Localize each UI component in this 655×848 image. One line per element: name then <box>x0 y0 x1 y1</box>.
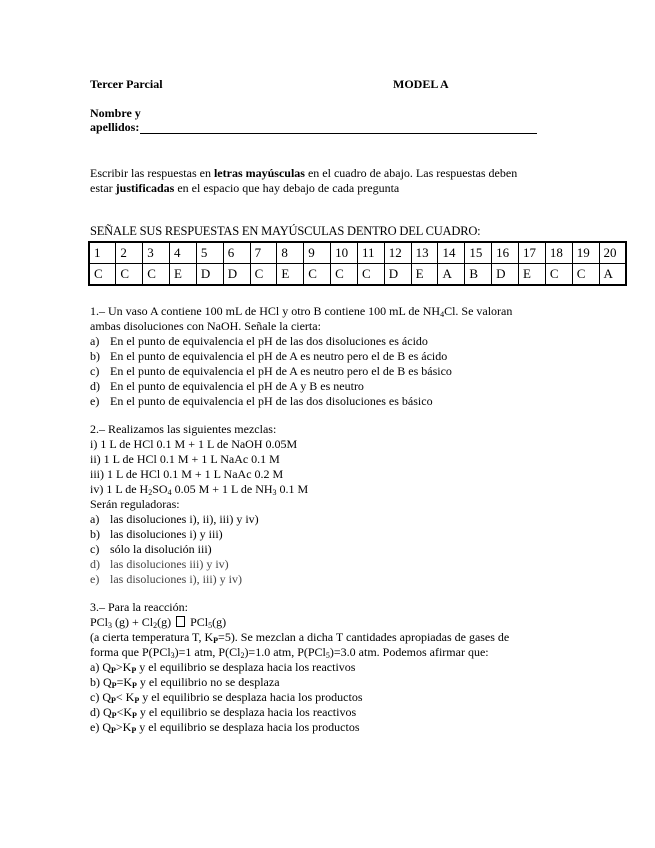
answer-option: d) $Q_P<K_P$ y el equilibrio se desplaza hacia los reactivos <box>90 705 357 720</box>
question-number-cell: 13 <box>411 242 438 264</box>
answer-option: a) $Q_P>K_P$ y el equilibrio se desplaza hacia los reactivos <box>90 660 356 675</box>
answer-cell[interactable]: D <box>196 264 223 286</box>
answer-cell[interactable]: C <box>304 264 331 286</box>
question-number-cell: 11 <box>357 242 384 264</box>
answer-cell[interactable]: C <box>89 264 116 286</box>
answer-option: d) En el punto de equivalencia el pH de A y B es neutro <box>90 379 364 393</box>
question-number-cell: 8 <box>277 242 304 264</box>
answer-cell[interactable]: E <box>277 264 304 286</box>
question-number-cell: 12 <box>384 242 411 264</box>
answer-cell[interactable]: A <box>599 264 626 286</box>
name-underline <box>140 121 537 134</box>
exam-title: Tercer Parcial <box>90 77 163 91</box>
answer-cell[interactable]: C <box>116 264 143 286</box>
equilibrium-arrow-icon <box>176 616 185 627</box>
surname-label: apellidos: <box>90 120 140 134</box>
answer-cell[interactable]: E <box>411 264 438 286</box>
question-number-cell: 4 <box>170 242 197 264</box>
answer-option: c) sólo la disolución iii) <box>90 542 212 556</box>
question-1: 1.– Un vaso A contiene 100 mL de HCl y otro B contiene 100 mL de $NH_4Cl$. Se valoran ambas disoluciones con NaOH. Señale la cierta: a) En el punto de equivalencia el pH de las dos disoluciones es ácido b) En el punto de equivalencia el pH de A es neutro pero el de B es ácido c) En el punto de equivalencia el pH de A es neutro pero el de B es básico d) En el punto de equivalencia el pH de A y B es neutro e) En el punto de equivalencia el pH de las dos disoluciones es básico <box>90 304 513 408</box>
answer-row <box>89 264 626 286</box>
answer-cell[interactable]: C <box>357 264 384 286</box>
question-number-cell: 17 <box>519 242 546 264</box>
answer-cell[interactable]: C <box>143 264 170 286</box>
answer-option: b) las disoluciones i) y iii) <box>90 527 223 541</box>
answer-option: b) $Q_P=K_P$ y el equilibrio no se desplaza <box>90 675 280 690</box>
question-number-cell: 14 <box>438 242 465 264</box>
answer-option: d) las disoluciones iii) y iv) <box>90 557 229 571</box>
question-number-cell: 10 <box>331 242 358 264</box>
answer-option: c) En el punto de equivalencia el pH de A es neutro pero el de B es básico <box>90 364 452 378</box>
answer-cell[interactable]: E <box>170 264 197 286</box>
question-number-cell: 3 <box>143 242 170 264</box>
question-number-cell: 5 <box>196 242 223 264</box>
name-field[interactable] <box>90 120 537 134</box>
answer-grid <box>88 241 627 286</box>
question-number-cell: 18 <box>545 242 572 264</box>
answer-option: b) En el punto de equivalencia el pH de A es neutro pero el de B es ácido <box>90 349 448 363</box>
question-number-cell: 6 <box>223 242 250 264</box>
answer-cell[interactable]: C <box>331 264 358 286</box>
question-2: 2.– Realizamos las siguientes mezclas: i) 1 L de HCl 0.1 M + 1 L de NaOH 0.05M ii) 1 L de HCl 0.1 M + 1 L NaAc 0.1 M iii) 1 L de HCl 0.1 M + 1 L NaAc 0.2 M iv) 1 L de $H_2SO_4$ 0.05 M + 1 L de $NH_3$ 0.1 M Serán reguladoras: a) las disoluciones i), ii), iii) y iv) b) las disoluciones i) y iii) c) sólo la disolución iii) d) las disoluciones iii) y iv) e) las disoluciones i), iii) y iv) <box>90 422 309 586</box>
question-number-cell: 2 <box>116 242 143 264</box>
answer-cell[interactable]: E <box>519 264 546 286</box>
question-number-cell: 7 <box>250 242 277 264</box>
answer-option: a) En el punto de equivalencia el pH de las dos disoluciones es ácido <box>90 334 428 348</box>
question-number-cell: 20 <box>599 242 626 264</box>
answer-cell[interactable]: C <box>545 264 572 286</box>
answer-option: e) En el punto de equivalencia el pH de las dos disoluciones es básico <box>90 394 433 408</box>
question-number-cell: 15 <box>465 242 492 264</box>
question-3: 3.– Para la reacción: PCl$_3$ $(g) + Cl_2(g)$ PCl$_5$(g) (a cierta temperatura T, $K_P=5$). Se mezclan a dicha T cantidades apropiadas de gases de forma que P(PCl$_3$)=1 atm, $P(Cl_2)=1.0$ atm, P(PCl$_5$)=3.0 atm. Podemos afirmar que: a) $Q_P>K_P$ y el equilibrio se desplaza hacia los reactivos b) $Q_P=K_P$ y el equilibrio no se desplaza c) $Q_P< K_P$ y el equilibrio se desplaza hacia los productos d) $Q_P<K_P$ y el equilibrio se desplaza hacia los reactivos e) $Q_P>K_P$ y el equilibrio se desplaza hacia los productos <box>90 600 510 735</box>
answer-option: a) las disoluciones i), ii), iii) y iv) <box>90 512 259 526</box>
name-label: Nombre y <box>90 106 141 120</box>
answer-cell[interactable]: A <box>438 264 465 286</box>
table-caption: SEÑALE SUS RESPUESTAS EN MAYÚSCULAS DENTRO DEL CUADRO: <box>90 224 481 238</box>
answer-cell[interactable]: B <box>465 264 492 286</box>
question-number-row <box>89 242 626 264</box>
question-number-cell: 1 <box>89 242 116 264</box>
answer-cell[interactable]: D <box>384 264 411 286</box>
question-number-cell: 16 <box>492 242 519 264</box>
answer-option: e) $Q_P>K_P$ y el equilibrio se desplaza hacia los productos <box>90 720 360 735</box>
question-number-cell: 9 <box>304 242 331 264</box>
answer-option: e) las disoluciones i), iii) y iv) <box>90 572 242 586</box>
answer-cell[interactable]: C <box>250 264 277 286</box>
question-number-cell: 19 <box>572 242 599 264</box>
answer-option: c) $Q_P< K_P$ y el equilibrio se desplaza hacia los productos <box>90 690 363 705</box>
answer-cell[interactable]: D <box>492 264 519 286</box>
model-label: MODEL A <box>393 77 449 91</box>
answer-cell[interactable]: D <box>223 264 250 286</box>
answer-cell[interactable]: C <box>572 264 599 286</box>
instructions: Escribir las respuestas en letras mayúsculas en el cuadro de abajo. Las respuestas deben estar justificadas en el espacio que hay debajo de cada pregunta <box>90 166 518 195</box>
